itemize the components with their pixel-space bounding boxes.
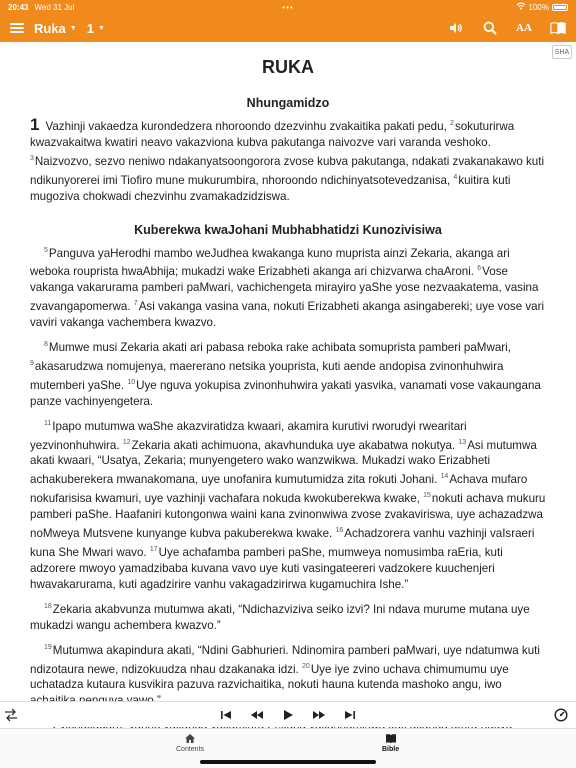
verse-number: 13 bbox=[458, 438, 467, 446]
verse-number: 14 bbox=[440, 473, 449, 481]
reader-content bbox=[30, 55, 546, 734]
verse-text: nokuti achava mukuru pamberi paShe. Haafaniri kutongonwa waini kana zvinonwiwa zvose zvakaviriswa, uye achazadzwa noMweya Mutsvene kunyange kubva pakuberekwa kwake. bbox=[30, 492, 546, 541]
verse-number: 11 bbox=[44, 419, 52, 427]
skip-start-icon[interactable] bbox=[220, 708, 232, 726]
wifi-icon bbox=[516, 2, 526, 12]
verse-number: 5 bbox=[44, 246, 48, 254]
intro-paragraph bbox=[30, 116, 546, 205]
verse-number: 9 bbox=[30, 360, 34, 368]
verse-number: 10 bbox=[127, 378, 136, 386]
verse-number: 4 bbox=[453, 173, 458, 181]
chevron-down-icon: ▼ bbox=[97, 24, 105, 32]
verse-text: Asi mutumwa akati kwaari, “Usatya, Zekaria; munyengetero wako wanzwikwa. Mukadzi wako Erizabheti achakuberekera mwanakomana, uye unofanira kumutumidza zita rokuti Johani. bbox=[30, 438, 537, 487]
fast-forward-icon[interactable] bbox=[312, 708, 326, 726]
verse-text: Naizvozvo, sezvo neniwo ndakanyatsoongorora zvose kubva pakutanga, ndakati zvakanakawo kuti ndikunyorerei imi Tiofiro mune mukurumbira, nhoroondo ndichinyatsotevedzanisa, bbox=[30, 154, 545, 187]
skip-end-icon[interactable] bbox=[344, 708, 356, 726]
tab-bible[interactable] bbox=[382, 733, 399, 753]
verse-number: 6 bbox=[477, 265, 482, 273]
verse-text: Achava mufaro nokufarisisa kwamuri, uye vazhinji vachafara nokuda kwokuberekwa kwake, bbox=[30, 473, 528, 506]
verse-text: Asi vakanga vasina vana, nokuti Erizabheti akanga asingabereki; uye vose vari vaviri vakanga vachembera kwazvo. bbox=[30, 300, 545, 330]
verse-number: 8 bbox=[44, 341, 48, 349]
chapter-number: 1 bbox=[30, 114, 40, 134]
verse-text: Uye iye zvino uchava chimumumu uye uchatadza kutaura kusvikira pazuva razvichaitika, nokuti hauna kutenda mashoko angu, iwo bbox=[30, 662, 509, 692]
verse-paragraph bbox=[30, 599, 546, 634]
verse-text: Zekaria akabvunza mutumwa akati, “Ndichazviziva seiko izvi? Ini ndava murume mutana uye mukadzi wangu achembera kwazvo.” bbox=[30, 602, 530, 632]
verse-text: sokuturirwa kwazvakaitwa kwatiri neavo vakazviona kubva pakutanga naivozve vari varanda veshoko. bbox=[30, 119, 515, 149]
rewind-icon[interactable] bbox=[250, 708, 264, 726]
book-layout-icon[interactable] bbox=[550, 20, 566, 36]
chevron-down-icon: ▼ bbox=[69, 24, 77, 32]
verse-number: 18 bbox=[44, 602, 52, 610]
status-right bbox=[516, 2, 568, 12]
verse-text: Vose vakanga vakarurama pamberi paMwari, vachichengeta mirayiro yaShe yose nezvaakatema, vasina zvavangapomerwa. bbox=[30, 265, 539, 314]
verse-text: akasarudzwa nomujenya, maererano netsika youprista, kuti aende andopisa zvinonhuhwira mutemberi yaShe. bbox=[30, 359, 504, 392]
verse-paragraph bbox=[30, 640, 546, 710]
hamburger-menu-icon[interactable] bbox=[10, 23, 24, 33]
status-date: Wed 31 Jul bbox=[34, 2, 75, 12]
verse-number: 3 bbox=[30, 154, 34, 162]
verse-text: Ipapo mutumwa waShe akazviratidza kwaari, akamira kurutivi rworudyi rwearitari yezvinonhuhwira. bbox=[30, 419, 467, 452]
speed-gauge-icon[interactable] bbox=[554, 708, 568, 722]
play-icon[interactable] bbox=[282, 708, 294, 726]
verse-number: 20 bbox=[302, 662, 310, 670]
book-selector[interactable] bbox=[34, 21, 77, 36]
verse-paragraph bbox=[30, 416, 546, 593]
verse-text: Mutumwa akapindura akati, “Ndini Gabhurieri. Ndinomira pamberi paMwari, uye ndatumwa kuti ndizotaura newe, ndizokuudza nhau dzakanaka idzi. bbox=[30, 643, 540, 676]
book-selector-label: Ruka bbox=[34, 20, 66, 36]
multitask-dots-icon[interactable]: ••• bbox=[282, 2, 294, 12]
translation-badge[interactable]: SHA bbox=[552, 45, 572, 59]
book-open-icon bbox=[385, 733, 397, 746]
chapter-selector-label: 1 bbox=[86, 20, 94, 36]
verse-number: 2 bbox=[450, 120, 454, 127]
verse-text: Zekaria akati achimuona, akavhunduka uye akabatwa nokutya. bbox=[131, 438, 456, 452]
verse-text: Uye achafamba pamberi paShe, mumweya nomusimba raEria, kuti adzorere mwoyo yamadzibaba kuvana vavo uye kuti vasingateereri vadzokere kuuchenjeri hwavakarurama, kuti agadzirire vanhu vakagadzirirwa kugamuchira Ishe.” bbox=[30, 545, 503, 591]
intro-heading: Nhungamidzo bbox=[246, 96, 330, 110]
section-heading: Kuberekwa kwaJohani Mubhabhatidzi Kunozivisiwa bbox=[134, 222, 442, 237]
app-toolbar bbox=[0, 14, 576, 42]
tab-contents[interactable] bbox=[176, 733, 204, 753]
audio-speaker-icon[interactable] bbox=[448, 20, 464, 36]
verse-text: Mumwe musi Zekaria akati ari pabasa reboka rake achibata somuprista pamberi paMwari, bbox=[48, 341, 511, 355]
status-bar bbox=[0, 0, 576, 14]
verse-number: 19 bbox=[44, 643, 52, 651]
verse-text: Uye nguva yokupisa zvinonhuhwira yakati yasvika, vanamati vose vakaungana panze vachinyengetera. bbox=[30, 378, 541, 408]
verse-number: 16 bbox=[335, 527, 344, 535]
audio-player-bar bbox=[0, 701, 576, 727]
collapse-arrows-icon[interactable] bbox=[4, 708, 18, 722]
verse-text: Vazhinji vakaedza kurondedzera nhoroondo dzezvinhu zvakaitika pakati pedu, bbox=[45, 119, 447, 133]
battery-percent: 100% bbox=[528, 2, 549, 12]
book-title: RUKA bbox=[262, 57, 314, 77]
battery-icon bbox=[552, 4, 568, 11]
verse-number: 17 bbox=[149, 546, 158, 554]
tab-bible-label: Bible bbox=[382, 746, 400, 753]
verse-text: kuitira kuti mugoziva chokwadi chezvinhu zvamakadzidziswa. bbox=[30, 173, 511, 203]
verse-paragraph bbox=[30, 337, 546, 410]
verse-paragraph bbox=[30, 243, 546, 332]
home-icon bbox=[184, 733, 196, 746]
home-indicator bbox=[200, 760, 376, 764]
chapter-selector[interactable] bbox=[87, 21, 105, 36]
verse-text: Achadzorera vanhu vazhinji vaIsraeri kuna She Mwari wavo. bbox=[30, 527, 535, 559]
font-size-button[interactable]: AA bbox=[516, 22, 532, 34]
verse-number: 12 bbox=[122, 438, 131, 446]
verse-number: 15 bbox=[423, 492, 431, 500]
status-time: 20:43 bbox=[8, 2, 29, 12]
tab-contents-label: Contents bbox=[176, 746, 205, 753]
verse-number: 7 bbox=[133, 300, 138, 308]
search-icon[interactable] bbox=[482, 20, 498, 36]
verse-text: Panguva yaHerodhi mambo weJudhea kwakanga kuno muprista ainzi Zekaria, akanga ari weboka rouprista hwaAbhija; mukadzi wake Erizabheti akanga ari chizvarwa chaAroni. bbox=[30, 246, 510, 279]
